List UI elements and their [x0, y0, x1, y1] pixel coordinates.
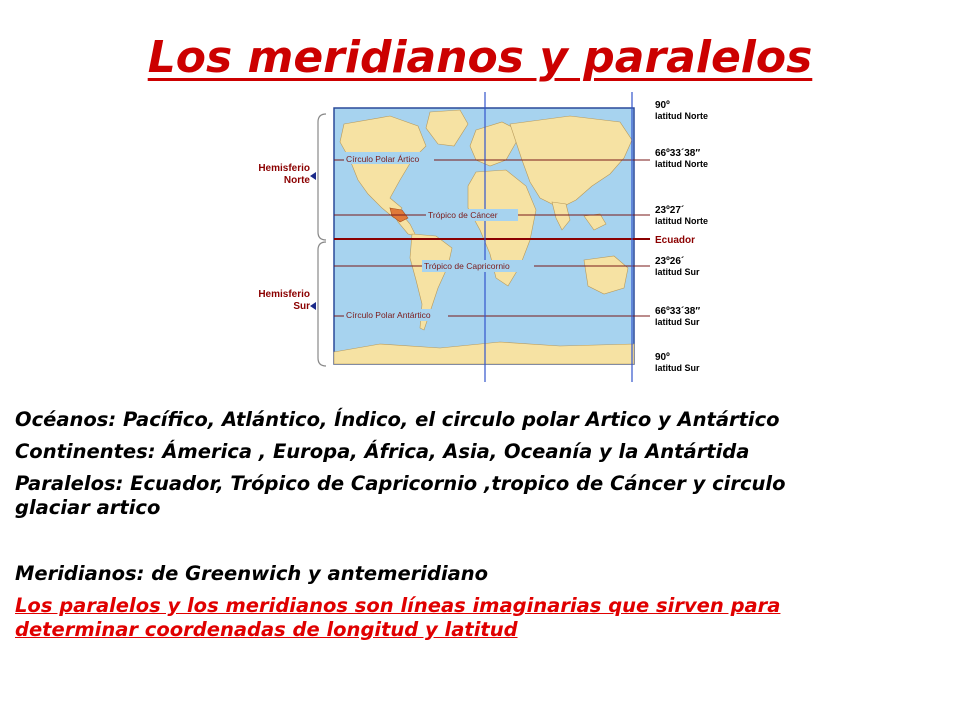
- page-title: Los meridianos y paralelos: [147, 32, 813, 83]
- lat-23s-deg: 23º26´: [655, 256, 685, 267]
- continents-paragraph: Continentes: Ámerica , Europa, África, Asia, Oceanía y la Antártida: [15, 440, 750, 463]
- parallels-paragraph: Paralelos: Ecuador, Trópico de Capricornio ,tropico de Cáncer y circulo glaciar artico: [15, 472, 786, 519]
- lat-23s-desc: latitud Sur: [655, 267, 700, 277]
- antarctic-circle-label: Círculo Polar Antártico: [346, 310, 431, 320]
- south-hemisphere-label-2: Sur: [293, 301, 310, 312]
- lat-90n-desc: latitud Norte: [655, 111, 708, 121]
- world-map-figure: [240, 90, 740, 390]
- lat-66s-desc: latitud Sur: [655, 317, 700, 327]
- oceans-paragraph: Océanos: Pacífico, Atlántico, Índico, el circulo polar Artico y Antártico: [15, 408, 780, 431]
- meridians-paragraph: Meridianos: de Greenwich y antemeridiano: [15, 562, 489, 585]
- tropic-capricorn-label: Trópico de Capricornio: [424, 261, 510, 271]
- north-hemisphere-label-2: Norte: [283, 175, 310, 186]
- north-bracket: [318, 114, 326, 240]
- lat-90s-desc: latitud Sur: [655, 363, 700, 373]
- lat-90n-deg: 90º: [655, 100, 670, 111]
- latitude-labels: [655, 100, 708, 373]
- south-hemisphere-label-1: Hemisferio: [258, 289, 310, 300]
- lat-23n-desc: latitud Norte: [655, 216, 708, 226]
- south-pointer: [310, 302, 316, 310]
- lat-66s-deg: 66º33´38″: [655, 306, 701, 317]
- equator-label: Ecuador: [655, 235, 696, 246]
- lat-90s-deg: 90º: [655, 352, 670, 363]
- arctic-circle-label: Círculo Polar Ártico: [346, 154, 420, 164]
- lat-66n-deg: 66º33´38″: [655, 148, 701, 159]
- definition-note: Los paralelos y los meridianos son líneas imaginarias que sirven para determinar coordenadas de longitud y latitud: [15, 594, 781, 641]
- body-text: [15, 408, 805, 650]
- north-pointer: [310, 172, 316, 180]
- lat-66n-desc: latitud Norte: [655, 159, 708, 169]
- lat-23n-deg: 23º27´: [655, 205, 685, 216]
- tropic-cancer-label: Trópico de Cáncer: [428, 210, 498, 220]
- paragraph-spacer: [15, 528, 805, 562]
- south-bracket: [318, 242, 326, 366]
- north-hemisphere-label-1: Hemisferio: [258, 163, 310, 174]
